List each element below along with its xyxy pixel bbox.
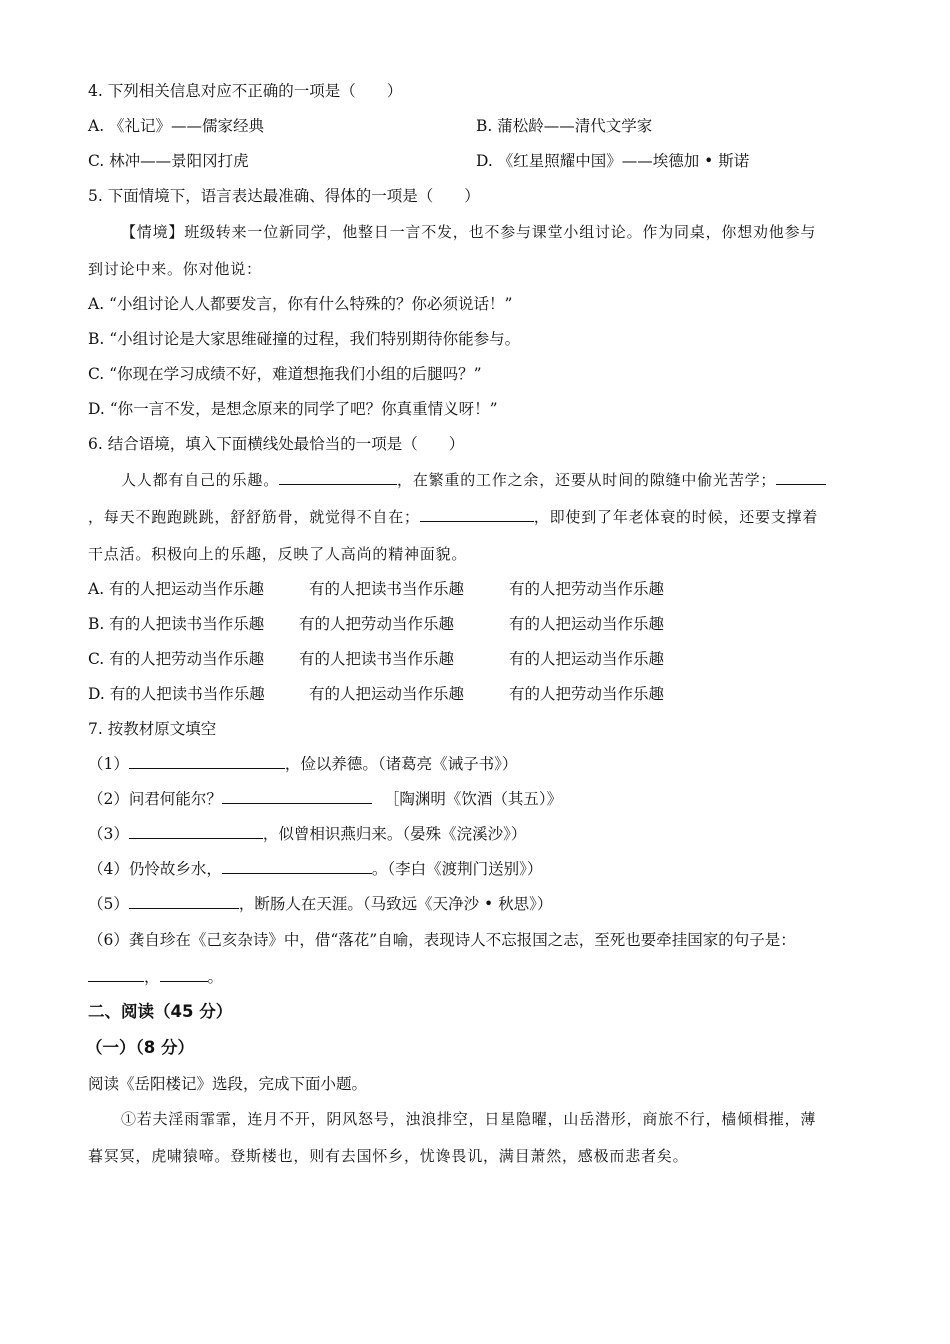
q6-passage-line2: [88, 506, 818, 528]
section-heading: 二、阅读（45 分）: [88, 1002, 233, 1021]
q7-item-text: ，似曾相识燕归来。（晏殊《浣溪沙》）: [262, 825, 527, 843]
reading-passage-line2: 暮冥冥，虎啸猿啼。登斯楼也，则有去国怀乡，忧谗畏讥，满目萧然，感极而悲者矣。: [88, 1147, 689, 1165]
q6-option-d-part2: 有的人把运动当作乐趣: [309, 685, 465, 703]
q5-context-line2: 到讨论中来。你对他说：: [88, 260, 262, 278]
q5-option-a[interactable]: A. “小组讨论人人都要发言，你有什么特殊的？你必须说话！”: [88, 295, 513, 313]
q6-option-d[interactable]: D. 有的人把读书当作乐趣: [88, 685, 265, 703]
q6-stem: 6. 结合语境，填入下面横线处最恰当的一项是（ ）: [88, 435, 465, 453]
q7-item-1: [88, 753, 517, 775]
q5-context-line1: 【情境】班级转来一位新同学，他整日一言不发，也不参与课堂小组讨论。作为同桌，你想劝他参与: [121, 223, 817, 241]
q6-passage-text: ，在繁重的工作之余，还要从时间的隙缝中偷光苦学；: [397, 471, 777, 489]
q6-option-c[interactable]: C. 有的人把劳动当作乐趣: [88, 650, 265, 668]
q6-option-b[interactable]: B. 有的人把读书当作乐趣: [88, 615, 265, 633]
q4-stem: 4. 下列相关信息对应不正确的一项是（ ）: [88, 82, 403, 100]
q4-option-d[interactable]: D. 《红星照耀中国》——埃德加 • 斯诺: [476, 152, 750, 170]
q4-option-a[interactable]: A. 《礼记》——儒家经典: [88, 117, 265, 135]
q6-option-a-part2: 有的人把读书当作乐趣: [309, 580, 465, 598]
q7-blank-2[interactable]: [222, 788, 372, 804]
q7-item-text: （2）问君何能尔？: [88, 790, 222, 808]
q7-item-text: ［陶渊明《饮酒（其五）》: [383, 790, 563, 808]
reading-passage-line1: ①若夫淫雨霏霏，连月不开，阴风怒号，浊浪排空，日星隐曜，山岳潜形，商旅不行，樯倾楫摧，薄: [121, 1110, 817, 1128]
q6-option-c-part3: 有的人把运动当作乐趣: [509, 650, 665, 668]
q6-passage-line1: [121, 469, 826, 491]
q7-item-6-answer: [88, 966, 223, 988]
q5-stem: 5. 下面情境下，语言表达最准确、得体的一项是（ ）: [88, 187, 480, 205]
q7-item-text: 。（李白《渡荆门送别》）: [371, 860, 543, 878]
q7-blank-6a[interactable]: [88, 966, 144, 982]
q6-blank-3[interactable]: [420, 506, 534, 522]
q7-item-number: （5）: [88, 895, 129, 913]
q6-option-d-part3: 有的人把劳动当作乐趣: [509, 685, 665, 703]
q6-option-b-part2: 有的人把劳动当作乐趣: [299, 615, 455, 633]
q7-item-3: [88, 823, 526, 845]
q6-blank-1[interactable]: [279, 469, 397, 485]
q7-item-text: ，俭以养德。（诸葛亮《诫子书》）: [284, 755, 518, 773]
reading-instruction: 阅读《岳阳楼记》选段，完成下面小题。: [88, 1075, 368, 1093]
q7-item-6: （6）龚自珍在《己亥杂诗》中，借“落花”自喻，表现诗人不忘报国之志，至死也要牵挂国家的句子是：: [88, 931, 796, 949]
q7-blank-1[interactable]: [129, 753, 285, 769]
q6-passage-line3: 干点活。积极向上的乐趣，反映了人高尚的精神面貌。: [88, 545, 468, 563]
q4-option-b[interactable]: B. 蒲松龄——清代文学家: [476, 117, 653, 135]
q7-blank-3[interactable]: [129, 823, 263, 839]
q5-option-d[interactable]: D. “你一言不发，是想念原来的同学了吧？你真重情义呀！”: [88, 400, 498, 418]
q5-option-c[interactable]: C. “你现在学习成绩不好，难道想拖我们小组的后腿吗？”: [88, 365, 482, 383]
q7-stem: 7. 按教材原文填空: [88, 720, 217, 738]
q6-blank-2[interactable]: [776, 469, 826, 485]
q7-item-4: [88, 858, 542, 880]
q7-item-text: ，断肠人在天涯。（马致远《天净沙 • 秋思》）: [238, 895, 553, 913]
q6-option-a[interactable]: A. 有的人把运动当作乐趣: [88, 580, 265, 598]
q6-option-a-part3: 有的人把劳动当作乐趣: [509, 580, 665, 598]
q6-option-b-part3: 有的人把运动当作乐趣: [509, 615, 665, 633]
q6-passage-text: 人人都有自己的乐趣。: [121, 471, 280, 489]
q6-passage-text: ，即使到了年老体衰的时候，还要支撑着: [533, 508, 819, 526]
q7-item-5: [88, 893, 552, 915]
q7-item-text: ，: [144, 968, 160, 986]
q4-option-c[interactable]: C. 林冲——景阳冈打虎: [88, 152, 249, 170]
q7-item-text: （4）仍怜故乡水，: [88, 860, 222, 878]
q7-item-number: （1）: [88, 755, 129, 773]
q7-item-2: [88, 788, 562, 810]
q7-blank-5[interactable]: [129, 893, 239, 909]
q6-option-c-part2: 有的人把读书当作乐趣: [299, 650, 455, 668]
q7-blank-6b[interactable]: [160, 966, 208, 982]
q7-blank-4[interactable]: [222, 858, 372, 874]
subsection-heading: （一）（8 分）: [86, 1038, 194, 1057]
q5-option-b[interactable]: B. “小组讨论是大家思维碰撞的过程，我们特别期待你能参与。: [88, 330, 521, 348]
q7-item-number: （3）: [88, 825, 129, 843]
q6-passage-text: ，每天不跑跑跳跳，舒舒筋骨，就觉得不自在；: [88, 508, 420, 526]
q7-item-text: 。: [207, 968, 224, 986]
